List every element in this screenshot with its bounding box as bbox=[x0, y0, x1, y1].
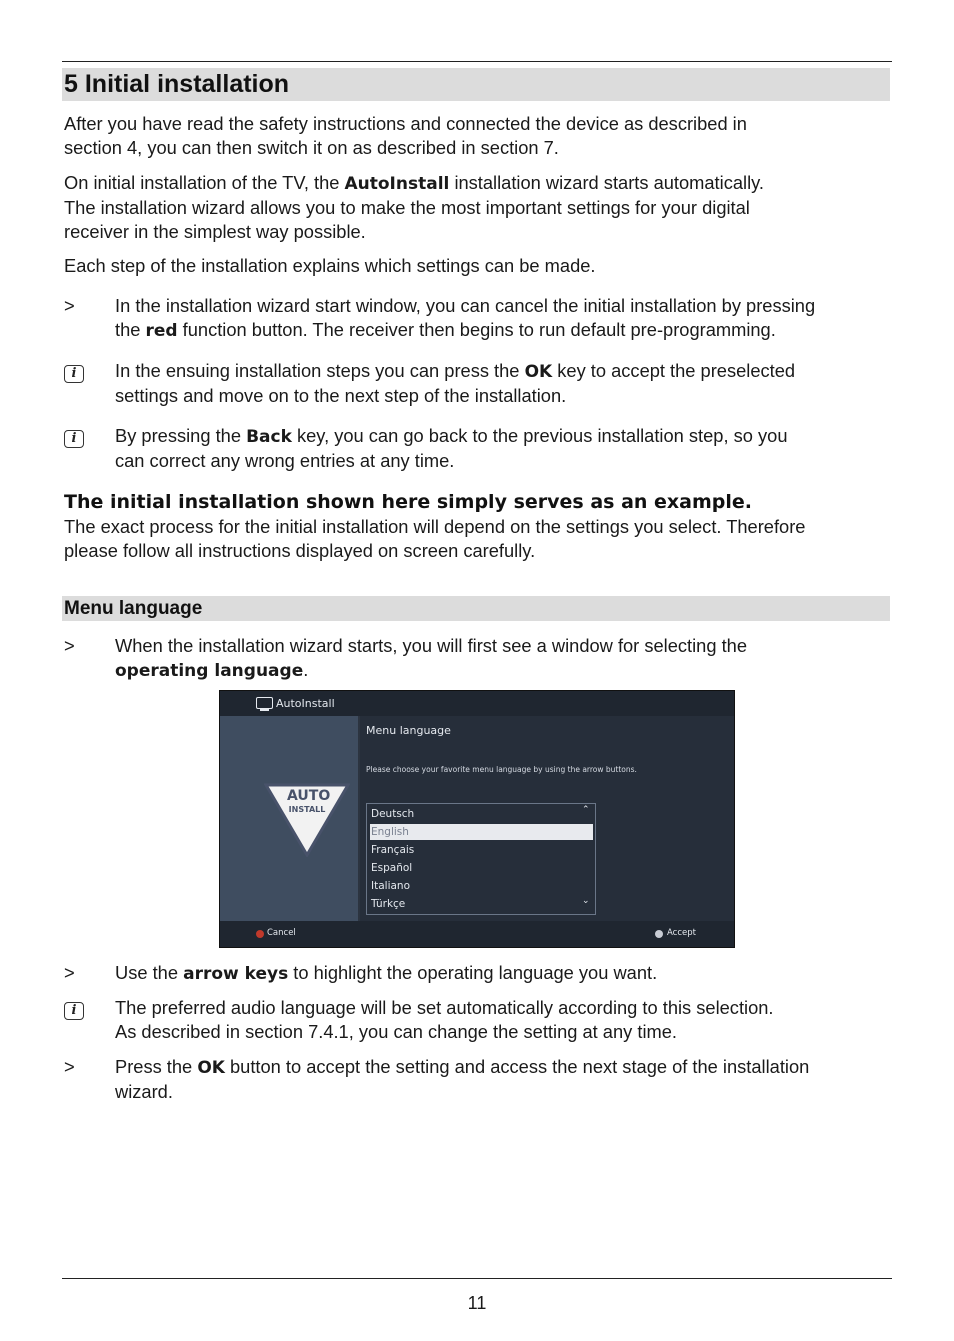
screen-title: AutoInstall bbox=[276, 697, 335, 710]
bullet-line: the red function button. The receiver then begins to run default pre-programming. bbox=[115, 319, 776, 341]
logo-auto-text: AUTO bbox=[287, 788, 331, 804]
screen-instruction: Please choose your favorite menu language by using the arrow buttons. bbox=[366, 765, 637, 774]
autoinstall-screenshot bbox=[219, 690, 735, 948]
bullet-line: wizard. bbox=[115, 1081, 173, 1102]
bullet-line: In the installation wizard start window, you can cancel the initial installation by pressing bbox=[115, 295, 816, 316]
bullet-marker: > bbox=[64, 962, 75, 983]
example-note-line-1: The exact process for the initial installation will depend on the settings you select. Therefore bbox=[64, 516, 806, 537]
back-term: Back bbox=[246, 427, 292, 447]
ok-button-icon bbox=[655, 930, 663, 938]
info-line: By pressing the Back key, you can go back to the previous installation step, so you bbox=[115, 425, 788, 447]
bullet-marker: > bbox=[64, 295, 75, 316]
info-line: In the ensuing installation steps you can press the OK key to accept the preselected bbox=[115, 360, 796, 382]
bullet-line: Press the OK button to accept the setting and access the next stage of the installation bbox=[115, 1056, 810, 1078]
screen-title-bar bbox=[220, 691, 734, 716]
section-heading: 5 Initial installation bbox=[62, 68, 890, 101]
tv-icon bbox=[256, 697, 273, 709]
example-note-text bbox=[64, 515, 894, 563]
intro-1-line-1: After you have read the safety instructions and connected the device as described in bbox=[64, 113, 747, 134]
screen-menu-title: Menu language bbox=[366, 724, 451, 737]
language-option-espanol[interactable]: Español bbox=[371, 862, 413, 874]
arrow-keys-term: arrow keys bbox=[183, 964, 289, 984]
language-option-deutsch[interactable]: Deutsch bbox=[371, 808, 415, 820]
ok-term: OK bbox=[197, 1058, 225, 1078]
subsection-heading: Menu language bbox=[62, 596, 890, 621]
intro-paragraph-1 bbox=[64, 112, 894, 160]
intro-3-line-1: Each step of the installation explains which settings can be made. bbox=[64, 255, 596, 276]
scroll-down-icon[interactable]: ⌄ bbox=[582, 896, 590, 906]
screen-footer bbox=[220, 921, 734, 947]
intro-paragraph-3 bbox=[64, 254, 894, 278]
info-line: The preferred audio language will be set automatically according to this selection. bbox=[115, 997, 774, 1018]
top-rule bbox=[62, 61, 892, 62]
red-term: red bbox=[145, 321, 178, 341]
intro-2-line-3: receiver in the simplest way possible. bbox=[64, 221, 366, 242]
language-option-english-selected[interactable]: English bbox=[370, 824, 593, 840]
red-button-icon bbox=[256, 930, 264, 938]
language-option-turkce[interactable]: Türkçe bbox=[371, 898, 406, 910]
page-number: 11 bbox=[467, 1293, 487, 1313]
autoinstall-term: AutoInstall bbox=[344, 174, 450, 194]
bullet-line: operating language. bbox=[115, 659, 309, 681]
bullet-line: Use the arrow keys to highlight the operating language you want. bbox=[115, 962, 658, 984]
bullet-marker: > bbox=[64, 635, 75, 656]
accept-button[interactable]: Accept bbox=[667, 928, 696, 938]
scroll-up-icon[interactable]: ⌃ bbox=[582, 805, 590, 815]
language-option-italiano[interactable]: Italiano bbox=[371, 880, 410, 892]
bullet-line: When the installation wizard starts, you will first see a window for selecting the bbox=[115, 635, 747, 656]
intro-2-line-1: On initial installation of the TV, the AutoInstall installation wizard starts automatically. bbox=[64, 172, 764, 194]
info-icon: i bbox=[64, 1002, 84, 1020]
ok-term: OK bbox=[524, 362, 553, 382]
language-option-francais[interactable]: Français bbox=[371, 844, 415, 856]
intro-paragraph-2 bbox=[64, 171, 894, 244]
operating-language-term: operating language bbox=[115, 661, 304, 681]
intro-2-line-2: The installation wizard allows you to make the most important settings for your digital bbox=[64, 197, 750, 218]
example-note-heading: The initial installation shown here simply serves as an example. bbox=[64, 491, 753, 513]
logo-install-text: INSTALL bbox=[288, 805, 326, 814]
info-icon: i bbox=[64, 365, 84, 383]
info-line: As described in section 7.4.1, you can change the setting at any time. bbox=[115, 1021, 677, 1042]
cancel-button[interactable]: Cancel bbox=[267, 928, 296, 938]
info-line: can correct any wrong entries at any time. bbox=[115, 450, 455, 471]
example-note-line-2: please follow all instructions displayed on screen carefully. bbox=[64, 540, 536, 561]
bullet-marker: > bbox=[64, 1056, 75, 1077]
info-icon: i bbox=[64, 430, 84, 448]
intro-1-line-2: section 4, you can then switch it on as described in section 7. bbox=[64, 137, 559, 158]
bottom-rule bbox=[62, 1278, 892, 1279]
info-line: settings and move on to the next step of the installation. bbox=[115, 385, 567, 406]
